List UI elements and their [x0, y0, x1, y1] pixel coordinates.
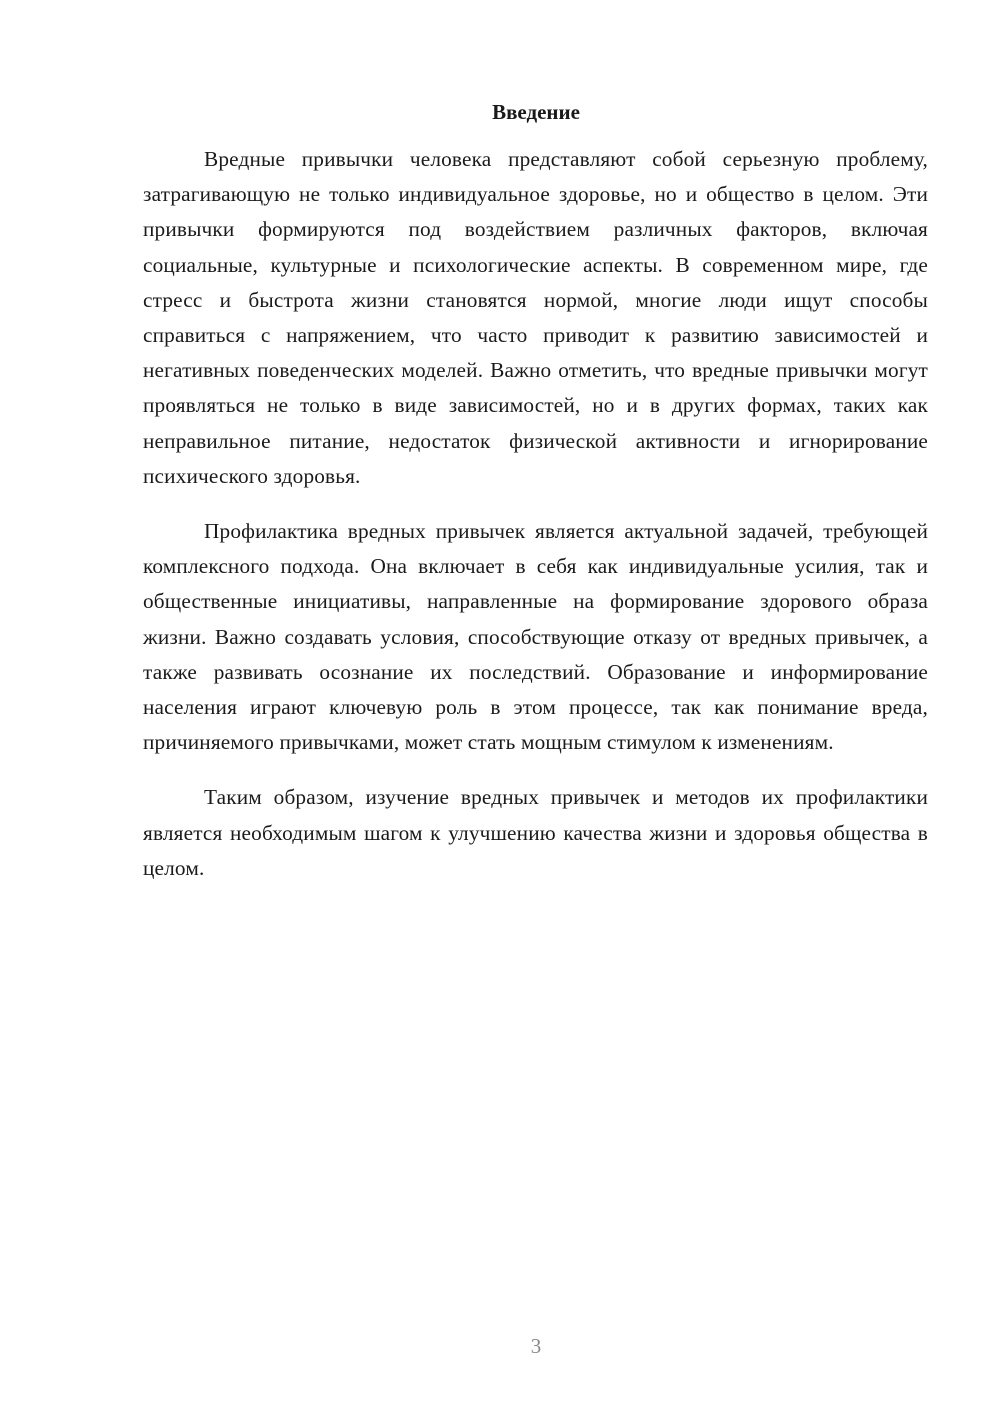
paragraph-prevention: Профилактика вредных привычек является актуальной задачей, требующей комплексного подхода. Она включает в себя как индивидуальные усилия, так и общественные инициативы, направленные на формирование здорового образа жизни. Важно создавать условия, способствующие отказу от вредных привычек, а также развивать осознание их последствий. Образование и информирование населения играют ключевую роль в этом процессе, так как понимание вреда, причиняемого привычками, может стать мощным стимулом к изменениям. [143, 519, 928, 755]
paragraph-intro: Вредные привычки человека представляют собой серьезную проблему, затрагивающую не только индивидуальное здоровье, но и общество в целом. Эти привычки формируются под воздействием различных факторов, включая социальные, культурные и психологические аспекты. В современном мире, где стресс и быстрота жизни становятся нормой, многие люди ищут способы справиться с напряжением, что часто приводит к развитию зависимостей и негативных поведенческих моделей. Важно отметить, что вредные привычки могут проявляться не только в виде зависимостей, но и в других формах, таких как неправильное питание, недостаток физической активности и игнорирование психического здоровья. [143, 147, 928, 488]
paragraph-conclusion: Таким образом, изучение вредных привычек и методов их профилактики является необходимым шагом к улучшению качества жизни и здоровья общества в целом. [143, 785, 928, 880]
body-text [143, 142, 928, 906]
section-title: Введение [492, 100, 580, 124]
page-number: 3 [530, 1334, 542, 1358]
